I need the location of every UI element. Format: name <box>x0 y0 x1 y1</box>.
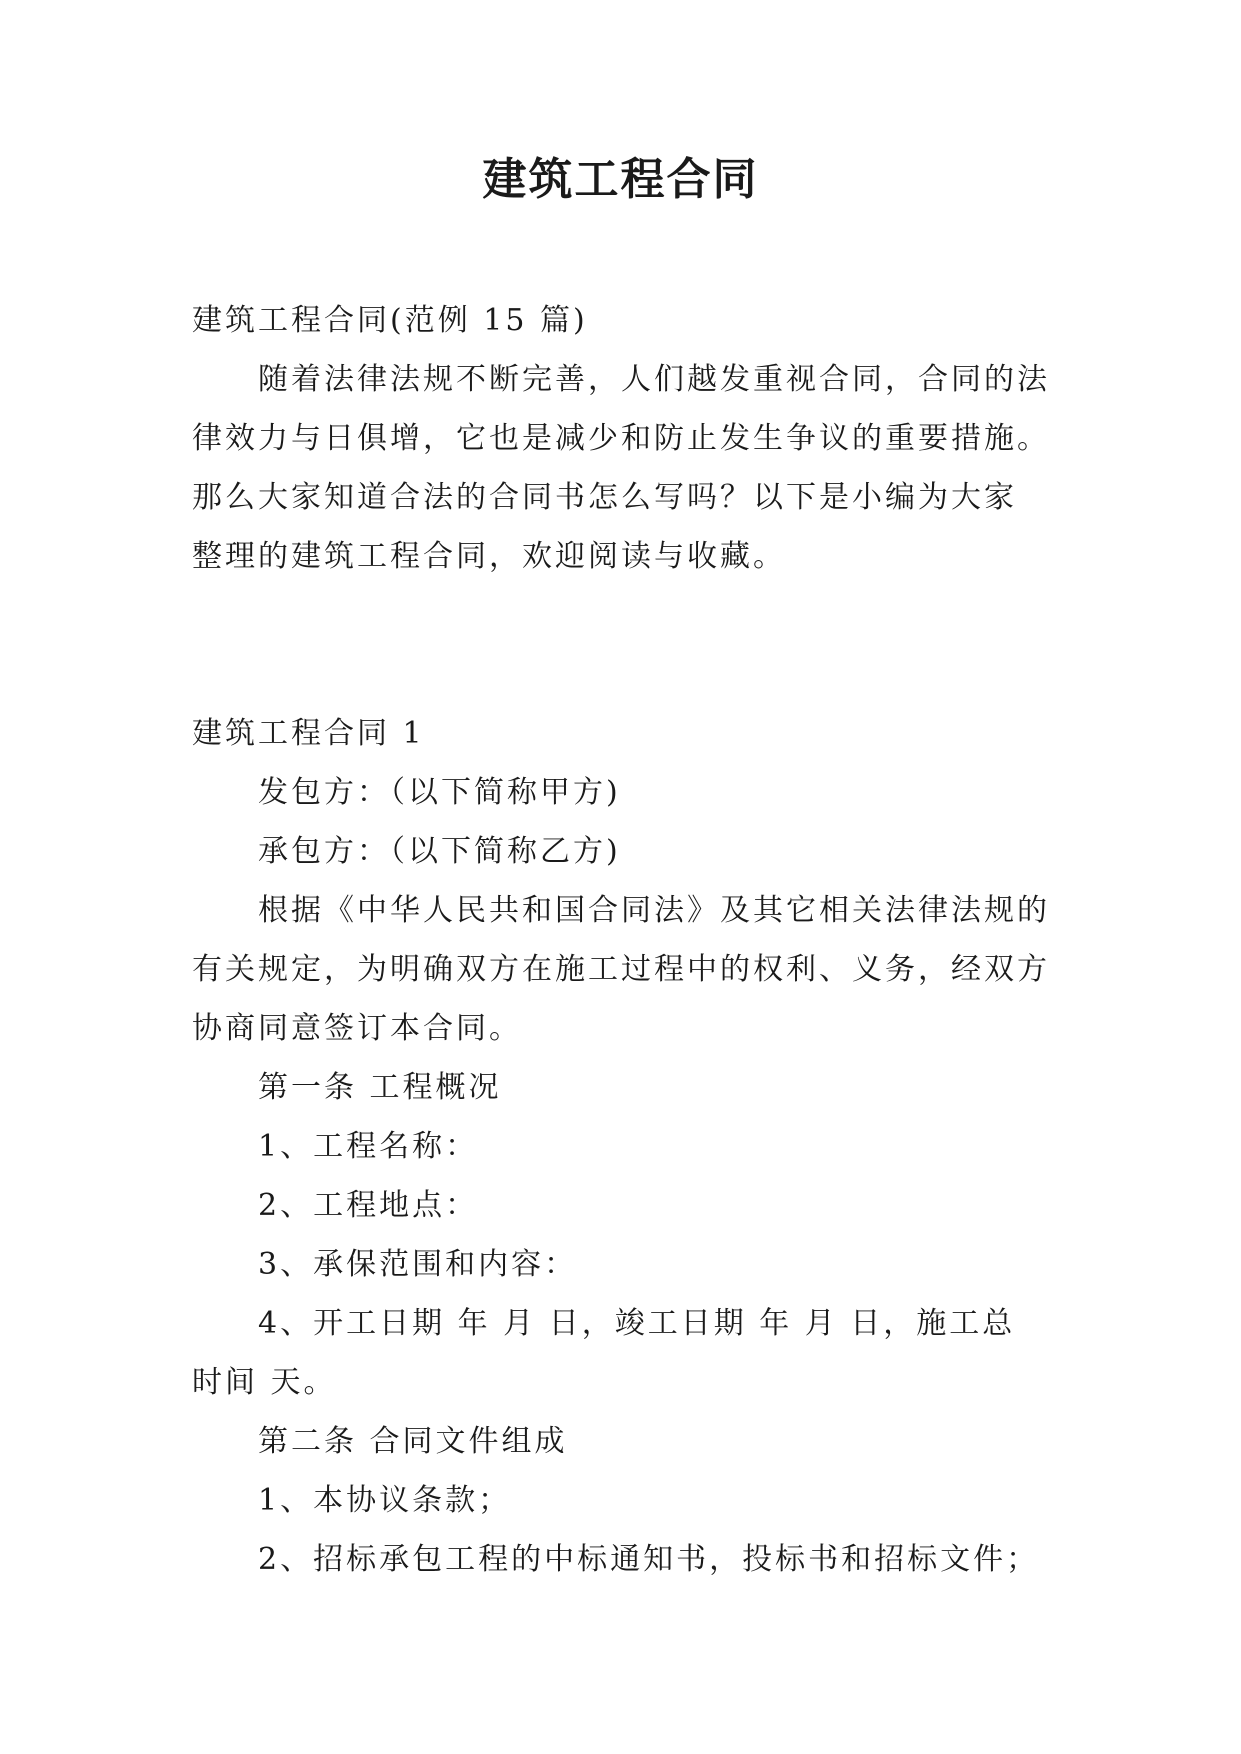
party-a-line: 发包方：（以下简称甲方) <box>258 775 621 810</box>
article1-heading: 第一条 工程概况 <box>258 1070 502 1105</box>
article1-item: 1、工程名称： <box>258 1129 479 1164</box>
basis-line: 协商同意签订本合同。 <box>192 1011 522 1046</box>
article1-item: 2、工程地点： <box>258 1188 479 1223</box>
intro-line: 那么大家知道合法的合同书怎么写吗？以下是小编为大家 <box>192 480 1017 515</box>
intro-line: 律效力与日俱增，它也是减少和防止发生争议的重要措施。 <box>192 421 1050 456</box>
article1-item: 4、开工日期 年 月 日，竣工日期 年 月 日，施工总 <box>258 1306 1016 1341</box>
article2-item: 2、招标承包工程的中标通知书，投标书和招标文件； <box>258 1542 1040 1577</box>
basis-line: 有关规定，为明确双方在施工过程中的权利、义务，经双方 <box>192 952 1050 987</box>
section-spacer <box>192 586 1054 704</box>
party-b-line: 承包方：（以下简称乙方) <box>258 834 621 869</box>
basis-line: 根据《中华人民共和国合同法》及其它相关法律法规的 <box>258 893 1050 928</box>
document-subtitle: 建筑工程合同(范例 15 篇) <box>192 303 588 338</box>
article2-heading: 第二条 合同文件组成 <box>258 1424 568 1459</box>
document-body <box>192 291 1054 1589</box>
article1-item-continuation: 时间 天。 <box>192 1365 337 1400</box>
section-heading: 建筑工程合同 1 <box>192 716 425 751</box>
article2-item: 1、本协议条款； <box>258 1483 512 1518</box>
document-title: 建筑工程合同 <box>482 154 759 205</box>
intro-line: 整理的建筑工程合同，欢迎阅读与收藏。 <box>192 539 786 574</box>
article1-item: 3、承保范围和内容： <box>258 1247 578 1282</box>
intro-line: 随着法律法规不断完善，人们越发重视合同，合同的法 <box>258 362 1050 397</box>
